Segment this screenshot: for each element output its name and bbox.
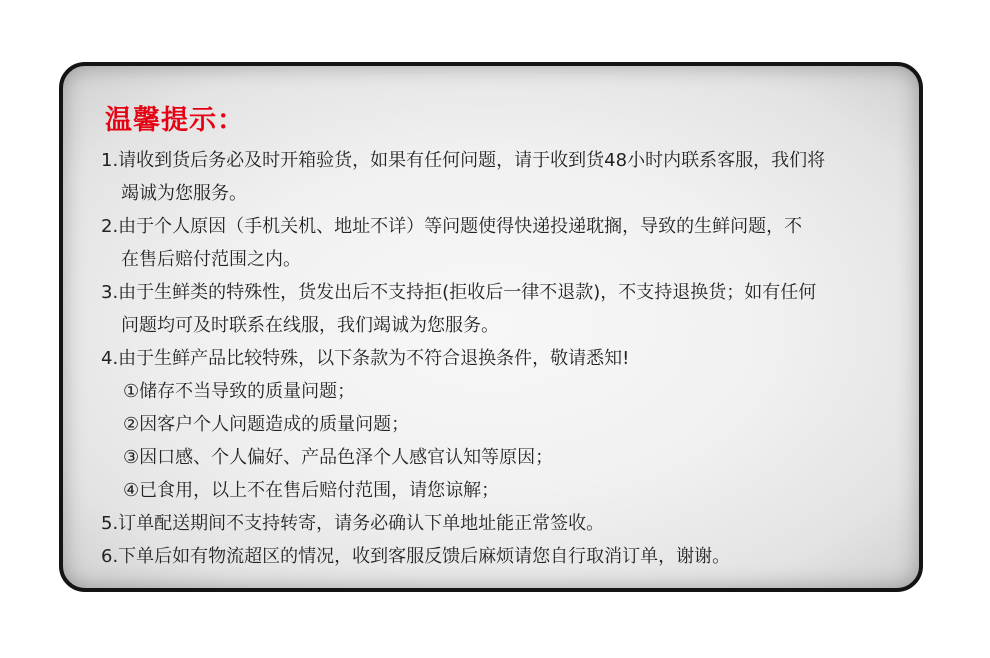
- notice-item-1-continued: 竭诚为您服务。: [121, 183, 247, 204]
- notice-subitem-4: ④已食用，以上不在售后赔付范围，请您谅解；: [123, 480, 500, 501]
- notice-item-3: 3.由于生鲜类的特殊性，货发出后不支持拒(拒收后一律不退款)，不支持退换货；如有任何: [101, 282, 817, 303]
- notice-card: [59, 62, 923, 592]
- notice-subitem-1: ①储存不当导致的质量问题；: [123, 381, 356, 402]
- notice-item-4: 4.由于生鲜产品比较特殊，以下条款为不符合退换条件，敬请悉知!: [101, 348, 630, 369]
- notice-item-3-continued: 问题均可及时联系在线服，我们竭诚为您服务。: [121, 315, 499, 336]
- notice-title: 温馨提示：: [105, 105, 245, 136]
- notice-body: [101, 144, 901, 573]
- notice-item-2: 2.由于个人原因（手机关机、地址不详）等问题使得快递投递耽搁，导致的生鲜问题，不: [101, 216, 803, 237]
- notice-item-6: 6.下单后如有物流超区的情况，收到客服反馈后麻烦请您自行取消订单，谢谢。: [101, 546, 731, 567]
- notice-subitem-2: ②因客户个人问题造成的质量问题；: [123, 414, 410, 435]
- notice-item-5: 5.订单配送期间不支持转寄，请务必确认下单地址能正常签收。: [101, 513, 605, 534]
- notice-item-1: 1.请收到货后务必及时开箱验货，如果有任何问题，请于收到货48小时内联系客服，我们将: [101, 150, 826, 171]
- notice-item-2-continued: 在售后赔付范围之内。: [121, 249, 301, 270]
- notice-subitem-3: ③因口感、个人偏好、产品色泽个人感官认知等原因；: [123, 447, 554, 468]
